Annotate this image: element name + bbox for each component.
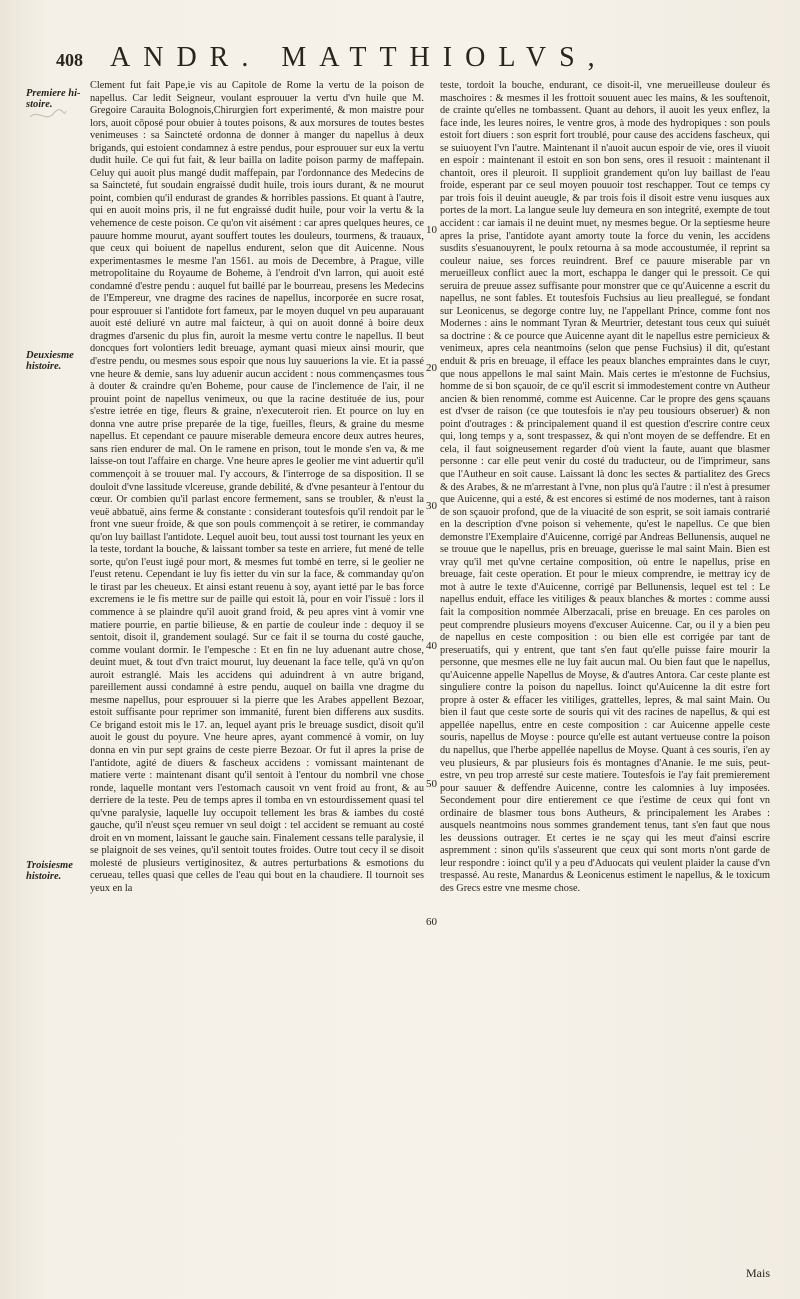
running-title: ANDR. MATTHIOLVS,: [110, 42, 608, 73]
margin-note-second-history: [26, 350, 74, 372]
catchword: Mais: [746, 1266, 770, 1280]
right-column-text: teste, tordoit la bouche, endurant, ce disoit-il, vne merueilleuse douleur és maschoires : & mesmes il les frottoit souuent auec les mains, & les souftenoit, de crainte qu'elles ne tombassent. Quant au dehors, il auoit les yeux enflez, la face inde, les leures noires, le ventre gros, à mode des hydropiques : son pouls estoit fort diuers : son esprit fort troublé, pour cause des accidens fascheux, qui se suiuoyent l'vn l'autre. Maintenant il n'auoit aucun espoir de vie, ores il viuoit en espoir : maintenant il estoit en son bon sens, ores il resuoit : maintenant il chantoit, ores il pleuroit. Il supplioit grandement qu'on luy baillast de l'eau froide, esperant par ce seul moyen pouuoir tost reschapper. Tout ce temps cy par trois fois il deuint aueugle, & par trois fois il disoit estre venu iusques aux portes de la mort. La langue seule luy demeura en son integrité, exempte de tout accident : car iamais il ne deuint muet, ny mesmes begue. Or la septiesme heure apres la prise, l'antidote ayant amorty toute la force du venin, les accidens susdits s'esuanouyrent, le poulx retourna à sa mode accoustumée, il reprint sa couleur naiue, ses forces reuindrent. Bref ce pauure miserable par vn merueilleux conflict auec la mort, eschappa le danger qui le pressoit. Ce qui seruira de preuue assez suffisante pour monstrer que ce qu'Auicenne a escrit du napellus, ne sont fables. Et toutesfois Fuchsius au lieu preallegué, se fondant sur Leonicenus, se degorge contre luy, ne l'appellant Prince, comme font nos Modernes : ains le nommant Tyran & Meurtrier, detestant tous ceux qui suiuét sa doctrine : & ce pource que Auicenne ayant dit le napellus estre pernicieux & venimeux, apres cela neantmoins (selon que pense Fuchsius) il dit, qu'estant enduit & pris en breuage, il efface les peaux blanches empraintes dans le cuyr, que nous appellons le mal saint Main. Mais certes ie m'estonne de Fuchsius, homme de si bon sçauoir, de ce qu'il escrit si immodestement contre vn Autheur ancien & bien renommé, comme est Auicenne. Car le propre des gens sçauans est d'vser de raison (ce que toutesfois ie n'ay peu tousiours obseruer) & non point d'outrages : & principalement quand il est question d'escrire contre ceux qui, long temps y a, sont trespassez, & qui n'ont moyen de se deffendre. Et en cela, il faut soigneusement regarder d'où vient la faute, auant que blasmer personne : car elle peut venir du costé du traducteur, ou de l'imprimeur, sans que l'Autheur en soit cause. Laissant là donc les sectes & partialitez des Grecs & des Arabes, & ne m'arrestant à l'vne, non plus qu'à l'autre : il n'est à presumer que Auicenne, qui a esté, & est encores si estimé de nos modernes, tant à raison de son sçauoir profond, que de la viuacité de son esprit, se soit iamais contrarié en la description d'vne poison si vehemente, qu'est le napellus. Ce que bien demonstre l'Exemplaire d'Auicenne, corrigé par Andreas Bellunensis, auquel ne se trouue que le napellus, pris en breuage, guerisse le mal saint Main. Bien est vray qu'il met qu'vne certaine composition, où entre le napellus, prise en breuage, fait ceste operation. Et pour le mieux comprendre, ie mettray icy de mot à autre le texte d'Auicenne, corrigé par Bellunensis, lequel est tel : Le napellus enduit, efface les vitiliges & peaux blanches & mortes : comme aussi fait la composition nommée Alberzacali, prise en breuage. En ces paroles on peut comprendre plusieurs moyens d'excuser Auicenne. Car, ou il y a bien peu de napellus en ceste composition : ou bien elle est corrigée par tant de preseruatifs, qui y entrent, que tant s'en faut qu'elle puisse faire mourir la personne, que mesmes elle ne luy fait aucun mal. Ou bien faut que le napellus, qu'Auicenne appelle Napellus de Moyse, & d'autres Antora. Car ceste plante est singuliere contre la poison du napellus. Ioinct qu'Auicenne la dit estre fort propre à oster & effacer les vitiliges, grattelles, lepres, & mal saint Main. Ou bien il faut que ceste sorte de souris qui vit des racines de napellus, & qui est appellée napellus, entre en ceste composition : car Auicenne appelle ceste souris, napellus de Moyse : pource qu'elle est autant vertueuse contre la poison du napellus, que l'herbe appellée napellus de Moyse. Quant à ces souris, i'en ay veu plusieurs, & par plusieurs fois és montagnes d'Ananie. Ie me suis, peut-estre, vn peu trop arresté sur ceste matiere. Toutesfois ie l'ay fait premierement pour sauuer & deffendre Auicenne, contre les calomnies à luy imposées. Secondement pour dire entierement ce que i'estime de ceux qui font vn ordinaire de blasmer tous bons Autheurs, & principalement les Arabes : ausquels neantmoins nous sommes grandement tenus, tant s'en faut que nous les deussions outrager. Et certes ie ne sçay qui les meut d'ainsi escrire aspremment : sinon qu'ils s'asseurent que ceux qui sont morts n'ont garde de leur respondre : ioinct qu'il y a peu d'Aduocats qui veulent plaider la cause d'vn trespassé. Au reste, Manardus & Leonicenus estiment le napellus, & le toxicum des Grecs estre vne mesme chose.: [440, 80, 770, 894]
line-number: 60: [426, 916, 437, 928]
line-number: 20: [426, 362, 437, 374]
left-text-column: [90, 80, 424, 896]
margin-note-text: Premiere hi- stoire.: [26, 88, 81, 110]
line-number: 30: [426, 500, 437, 512]
line-number: 50: [426, 778, 437, 790]
page-number: 408: [56, 50, 83, 70]
line-number: 40: [426, 640, 437, 652]
line-number: 10: [426, 224, 437, 236]
margin-note-first-history: [26, 88, 81, 110]
left-column-text: Clement fut fait Pape,ie vis au Capitole de Rome la vertu de la poison de napellus. Car ledit Seigneur, voulant esprouuer la vertu d'vn huile que M. Gregoire Carauita Bolognois,Chirurgien fort experimenté, & mon maistre pour lors, auoit cōposé pour obuier à toutes poisons, & aux morsures de toutes bestes venimeuses : sa Saincteté ordonna de donner à manger du napellus à deux brigands, qui estoient condamnez à estre pendus, pour esprouuer sur eux la vertu dudit huile. Ce qui fut fait, & leur bailla on ladite poison parmy de maffepain. Celuy qui auoit plus mangé dudit maffepain, par l'ordonnance des Medecins de sa Saincteté, fut soudain engraissé dudit huile, trois iours durant, & ne mourut point, combien qu'il endurast de grandes & horribles passions. Et quant à l'autre, qui en auoit moins pris, il ne fut engraissé dudit huile, pour voir la vertu & la vehemence de ceste poison. Ce qu'on vit aisément : car apres quelques heures, ce pauure homme mourut, ayant souffert toutes les douleurs, tourmens, & trauaux, que ceux qui boiuent de napellus endurent, selon que dit Auicenne. Nous experimentasmes le mesme l'an 1561. au mois de Decembre, à Prague, ville metropolitaine du Royaume de Boheme, à l'endroit d'vn larron, qui auoit esté condamné d'estre pendu : auquel fut baillé par le bourreau, presens les Medecins de l'Empereur, vne dragme des racines de napellus, incorporée en sucre rosat, pour esprouuer si l'antidote fort fameux, par le moyen duquel vn peu auparauant auoit esté deliuré vn autre mal faicteur, à qui on auoit donné à boire deux dragmes d'arsenic du plus fin, auroit la mesme vertu contre le napellus. Il beut doncques fort volontiers ledit breuage, aymant quasi mieux ainsi mourir, que d'estre pendu, ou mesmes sous espoir que nous luy sauuerions la vie. Et ia passé vne heure & demie, sans luy aduenir aucun accident : nous commençasmes tous à douter & craindre qu'en Boheme, pour cause de l'inclemence de l'air, il ne prouint point de napellus venimeux, ou que la racine destituée de ius, pour s'estre ietrée en tige, fleurs & graine, n'executeroit rien. Et pource on luy en donna vne autre prise preparée de la tige, fueilles, fleurs, & graine du mesme napellus. Et cependant ce pauure miserable demeura encore deux autres heures, sans rien endurer de mal. On le ramene en prison, tout le monde s'en va, & me laisse-on tout l'affaire en charge. Vne heure apres le geolier me vint aduertir qu'il commençoit à se trouuer mal. I'y accours, & l'interroge de sa disposition. Il se douloit d'vne lassitude vlcereuse, grande debilité, & d'vne pesanteur à l'entour du cœur. Or combien qu'il parlast encore fermement, sans se troubler, & n'eust la veuë abbatuë, ains ferme & constante : considerant toutesfois qu'il rendoit par le front vne sueur froide, & que son pouls commençoit à se retirer, ie commanday qu'on luy baillast l'antidote. Lequel auoit beu, tout aussi tost tournant les yeux en la teste, tordant la bouche, & laissant tomber sa teste en arriere, fut mené de telle sorte, qu'on l'eust iugé pour mort, & mesmes fut tombé en terre, si le geolier ne l'eust retenu. Cependant ie luy fis ietter du vin sur la face, & commanday qu'on le tirast par les cheueux. Et ainsi estant reuenu à soy, ayant ietté par le bas force excremens ie le fis mettre sur de paille qui estoit là, pour en voir l'issuë : lors il commence à se plaindre qu'il auoit grand froid, & peu apres vint à vomir vne matiere pourrie, en partie bilieuse, & en partie de couleur inde : dequoy il se sentoit, disoit il, grandement soulagé. Sur ce fait il se tourna du costé gauche, comme voulant dormir. Ie l'empesche : Et en fin ne luy aduenant autre chose, deuint muet, & tout d'vn traict mourut, luy deuenant la face telle, qu'à vn qu'on auroit estranglé. Mais les accidens qui aduindrent à vn autre brigand, pareillement aussi condamné à estre pendu, auquel on bailla vne dragme du mesme napellus, pour esprouuer si la pierre que les Arabes appellent Bezoar, estoit suffisante pour reprimer son immanité, furent bien differens aux susdits. Ce brigand estoit mis le 17. an, lequel ayant pris le breuage susdict, disoit qu'il auoit le goust du poyure. Vne heure apres, ayant commencé à vomir, on luy donna en vin pur sept grains de ceste pierre Bezoar. Or fut il apres la prise de l'antidote, agité de diuers & fascheux accidens : vomissant maintenant de matiere verte : maintenant disant qu'il sentoit à l'entour du nombril vne chose ronde, laquelle montant vers l'estomach causoit vn vent froid au front, & au derriere de la teste. Peu de temps apres il tomba en vn estourdissement quasi tel qu'vne paralysie, laquelle luy occupoit tellement les bras & iambes du costé gauche, qu'il n'eust sçeu remuer vn seul doigt : tel accident se remuant au costé droit en vn moment, laissant le gauche sain. Finalement cessans telle paralysie, il se plaignoit de ses veines, qu'il sentoit toutes froides. Outre tout cecy il se disoit molesté de plusieurs vertiginositez, & autres perturbations & esmotions du cerueau, telles quasi que celles de l'eau qui bout en la chaudiere. Il tournoit ses yeux en la: [90, 80, 424, 894]
margin-note-third-history: [26, 860, 73, 882]
right-text-column: [440, 80, 770, 896]
page-header: [56, 42, 760, 76]
margin-note-text: Troisiesme histoire.: [26, 860, 73, 882]
margin-note-text: Deuxiesme histoire.: [26, 350, 74, 372]
